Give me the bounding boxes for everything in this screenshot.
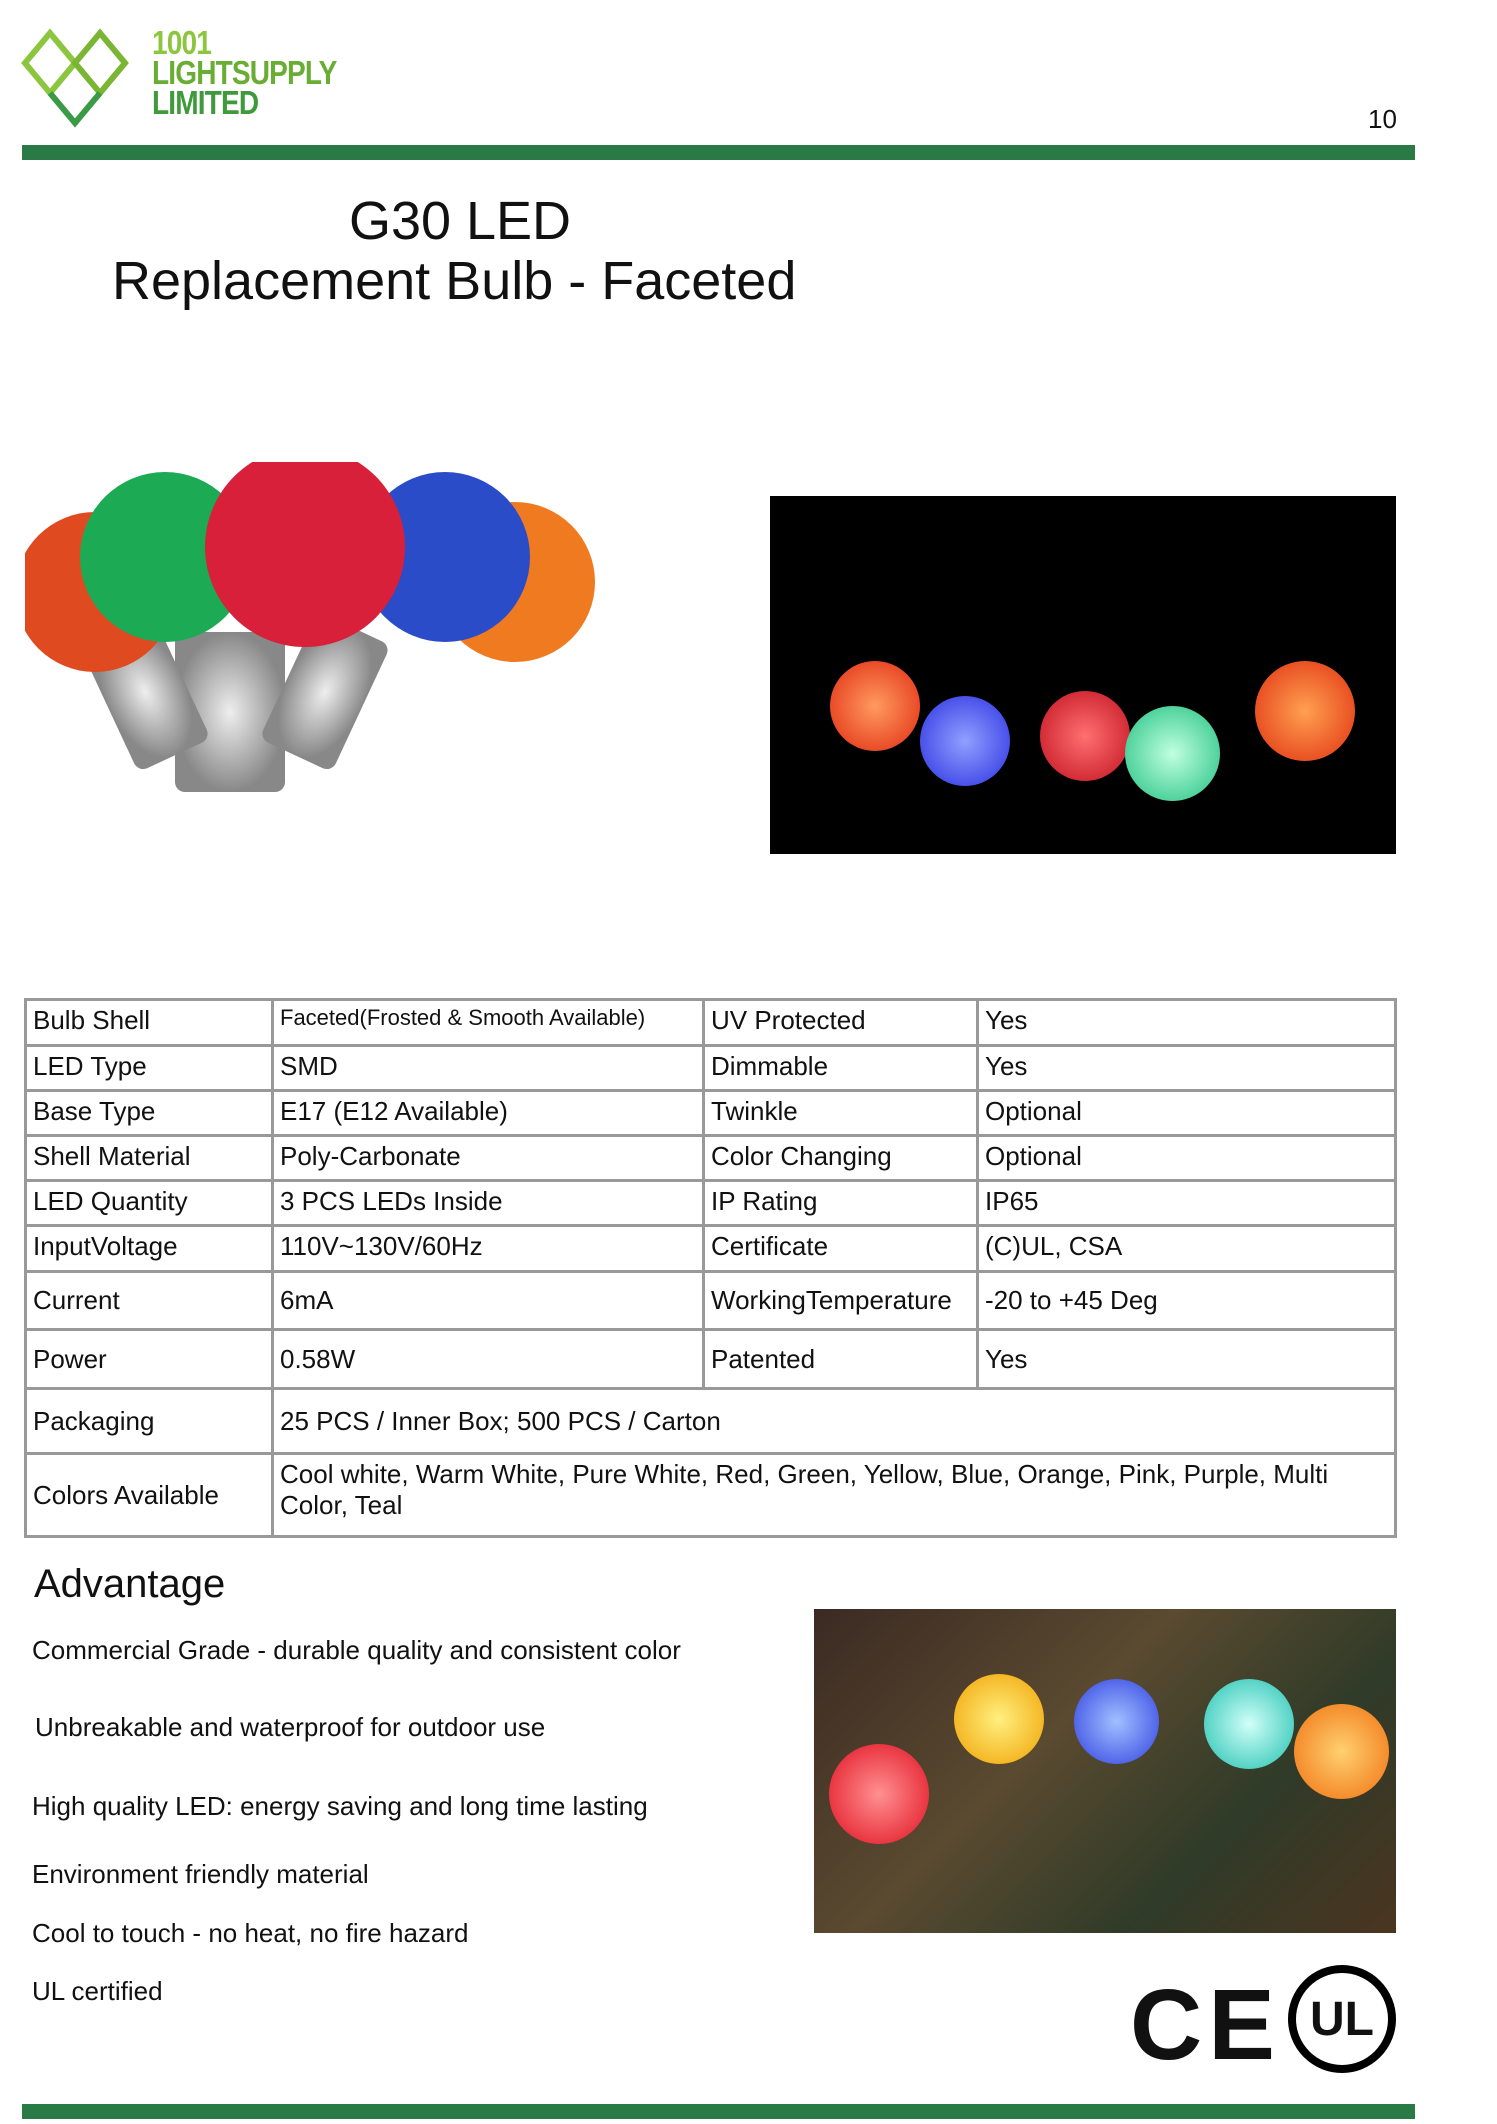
advantage-item: Unbreakable and waterproof for outdoor use: [35, 1712, 546, 1742]
spec-table: [24, 998, 1397, 1538]
footer-divider: [22, 2104, 1415, 2119]
spec-label: Shell Material: [26, 1136, 273, 1181]
spec-label: Certificate: [704, 1226, 978, 1272]
spec-label: Twinkle: [704, 1091, 978, 1136]
bulbs-in-tree-photo: [814, 1609, 1396, 1933]
spec-label: Power: [26, 1330, 273, 1389]
spec-label: Bulb Shell: [26, 1000, 273, 1046]
advantage-item: High quality LED: energy saving and long time lasting: [32, 1791, 648, 1821]
title-line-2: Replacement Bulb - Faceted: [112, 251, 797, 311]
spec-label: LED Quantity: [26, 1181, 273, 1226]
packaging-label: Packaging: [26, 1389, 273, 1454]
spec-label: Current: [26, 1272, 273, 1330]
spec-value: 110V~130V/60Hz: [273, 1226, 704, 1272]
spec-label: WorkingTemperature: [704, 1272, 978, 1330]
spec-label: Dimmable: [704, 1046, 978, 1091]
spec-row: [26, 1046, 1396, 1091]
spec-value: Poly-Carbonate: [273, 1136, 704, 1181]
spec-label: Patented: [704, 1330, 978, 1389]
spec-label: IP Rating: [704, 1181, 978, 1226]
packaging-value: 25 PCS / Inner Box; 500 PCS / Carton: [273, 1389, 1396, 1454]
spec-value: IP65: [978, 1181, 1396, 1226]
spec-label: InputVoltage: [26, 1226, 273, 1272]
diamond-logo-icon: [20, 28, 145, 128]
advantage-heading: Advantage: [34, 1562, 226, 1606]
spec-row: [26, 1181, 1396, 1226]
spec-value: Optional: [978, 1136, 1396, 1181]
company-logo: [20, 24, 390, 128]
spec-row: [26, 1330, 1396, 1389]
page-number: 10: [1368, 104, 1397, 134]
spec-value: 3 PCS LEDs Inside: [273, 1181, 704, 1226]
advantage-item: Cool to touch - no heat, no fire hazard: [32, 1918, 469, 1948]
spec-value: (C)UL, CSA: [978, 1226, 1396, 1272]
logo-line-2: LIGHTSUPPLY: [152, 54, 337, 91]
advantage-item: Environment friendly material: [32, 1859, 369, 1889]
logo-line-1: 1001: [152, 24, 212, 61]
spec-value: Yes: [978, 1330, 1396, 1389]
spec-label: Color Changing: [704, 1136, 978, 1181]
spec-value: -20 to +45 Deg: [978, 1272, 1396, 1330]
advantage-item: UL certified: [32, 1976, 163, 2006]
spec-value: Faceted(Frosted & Smooth Available): [273, 1000, 704, 1046]
colors-value: Cool white, Warm White, Pure White, Red, Green, Yellow, Blue, Orange, Pink, Purple, Multi Color, Teal: [273, 1454, 1396, 1537]
spec-row: [26, 1136, 1396, 1181]
product-bulbs-image: [25, 462, 595, 822]
spec-value: Yes: [978, 1000, 1396, 1046]
spec-value: 6mA: [273, 1272, 704, 1330]
ce-mark-icon: CE: [1130, 1969, 1281, 2081]
spec-row: [26, 1091, 1396, 1136]
ul-mark-icon: UL: [1288, 1965, 1396, 2073]
header-divider: [22, 145, 1415, 160]
spec-value: 0.58W: [273, 1330, 704, 1389]
spec-value: Yes: [978, 1046, 1396, 1091]
logo-line-3: LIMITED: [152, 84, 259, 121]
spec-row: [26, 1000, 1396, 1046]
spec-label: LED Type: [26, 1046, 273, 1091]
advantage-item: Commercial Grade - durable quality and consistent color: [32, 1635, 681, 1665]
spec-label: UV Protected: [704, 1000, 978, 1046]
lit-string-photo: [770, 496, 1396, 854]
spec-value: SMD: [273, 1046, 704, 1091]
spec-value: E17 (E12 Available): [273, 1091, 704, 1136]
spec-row: [26, 1226, 1396, 1272]
colors-label: Colors Available: [26, 1454, 273, 1537]
title-line-1: G30 LED: [348, 191, 572, 251]
spec-row: [26, 1272, 1396, 1330]
spec-value: Optional: [978, 1091, 1396, 1136]
spec-label: Base Type: [26, 1091, 273, 1136]
